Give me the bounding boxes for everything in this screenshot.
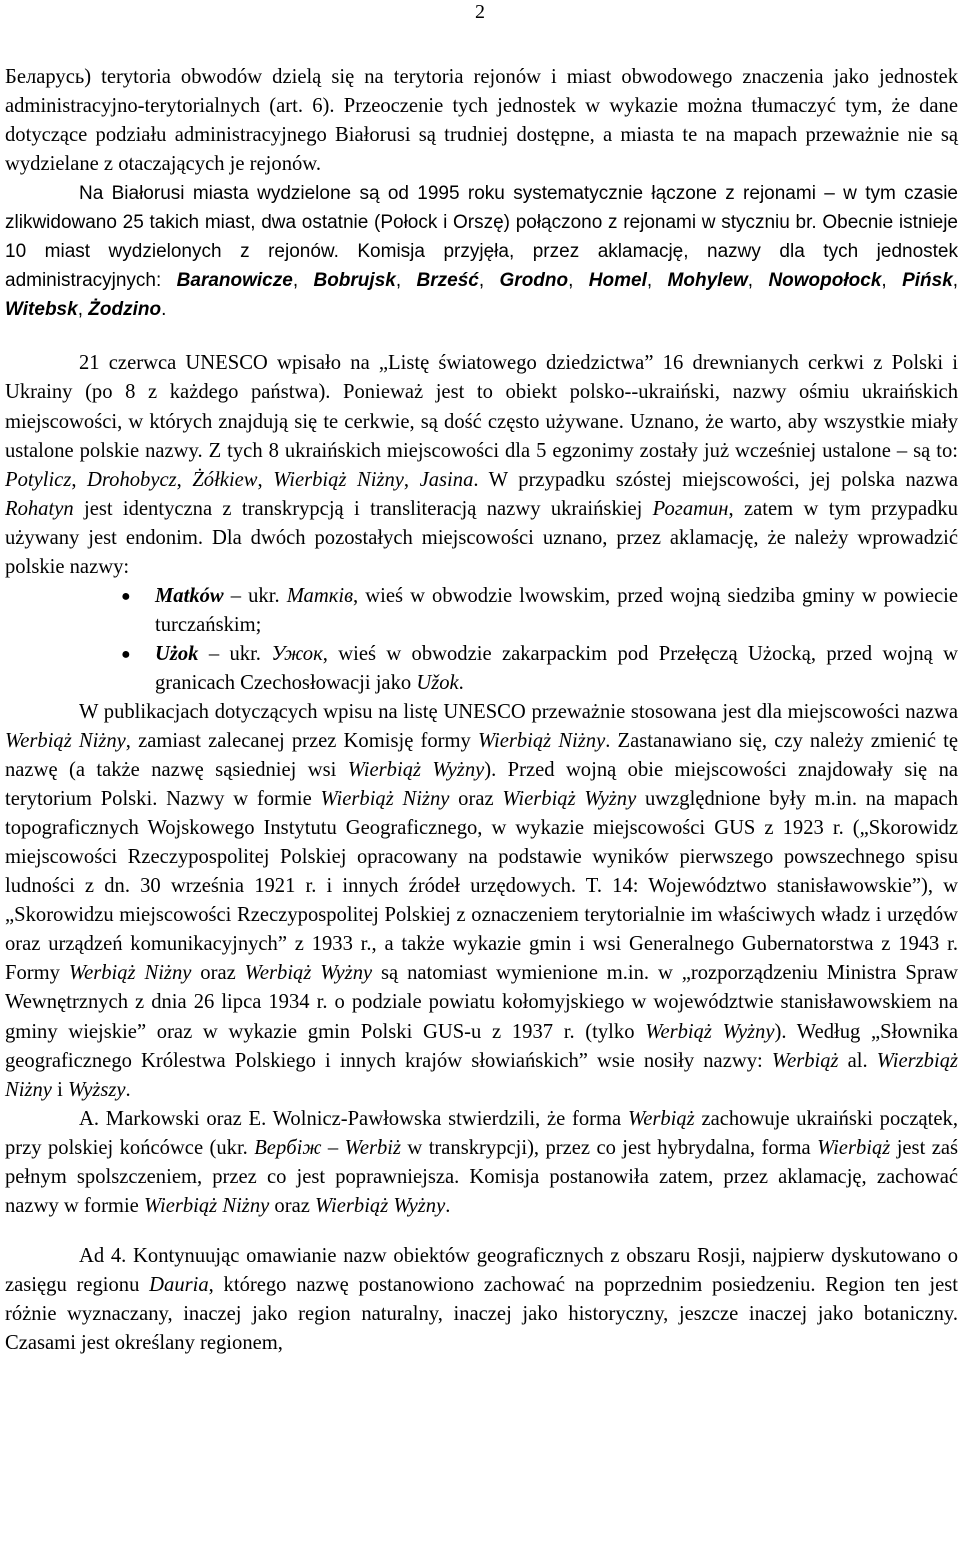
- text-run: ,: [403, 468, 420, 491]
- text-run: . W przypadku szóstej miejscowości, jej polska nazwa: [473, 468, 959, 491]
- text-run: i: [51, 1078, 68, 1101]
- city-name: Homel: [588, 270, 647, 292]
- city-name: Pińsk: [902, 270, 953, 292]
- text-run: ,: [395, 270, 417, 292]
- text-run: ,: [77, 299, 89, 321]
- text-run: .: [125, 1078, 131, 1101]
- place-name: Wierbiąż Wyżny: [347, 759, 485, 782]
- text-run: – ukr.: [198, 642, 272, 665]
- place-name: Wierbiąż Niżny: [477, 730, 606, 753]
- place-name: Рогатин: [652, 497, 729, 520]
- text-run: , którego nazwę postanowiono zachować na poprzednim posiedzeniu. Region ten jest różnie wyznaczany, inaczej jako region naturalny, inaczej jako historyczny, jeszcze inaczej jako botaniczny. Czasami jest określany regionem,: [5, 1273, 958, 1354]
- paragraph-markowski: [5, 1105, 958, 1221]
- text-run: zachowuje ukraiński początek, przy polskiej końcówce (ukr.: [5, 1107, 958, 1159]
- text-run: ,: [747, 270, 769, 292]
- place-name: Drohobycz: [87, 468, 177, 491]
- text-run: ,: [646, 270, 668, 292]
- text-run: Na Białorusi miasta wydzielone są od 1995 roku systematycznie łączone z rejonami – w tym czasie zlikwidowano 25 takich miast, dwa ostatnie (Połock i Orszę) połączono z rejonami w styczniu br. Obecnie istnieje 10 miast wydzielonych z rejonów. Komisja przyjęła, przez aklamację, nazwy dla tych jednostek administracyjnych:: [5, 183, 958, 292]
- place-name: Rohatyn: [5, 497, 74, 520]
- text-run: ,: [176, 468, 193, 491]
- place-name: Werbiąż Wyżny: [244, 962, 373, 985]
- text-run: .: [161, 299, 167, 321]
- paragraph-ad4: [5, 1242, 958, 1358]
- place-name: Wierbiąż Wyżny: [502, 788, 637, 811]
- text-run: , wieś w obwodzie lwowskim, przed wojną siedziba gminy w powiecie turczańskim;: [155, 584, 958, 636]
- text-run: ,: [292, 270, 314, 292]
- text-run: A. Markowski oraz E. Wolnicz-Pawłowska stwierdzili, że forma: [79, 1107, 628, 1130]
- city-name: Brześć: [416, 270, 479, 292]
- text-run: Ad 4. Kontynuując omawianie nazw obiektów geograficznych z obszaru Rosji, najpierw dyskutowano o zasięgu regionu: [5, 1244, 958, 1296]
- text-run: uwzględnione były m.in. na mapach topograficznych Wojskowego Instytutu Geograficznego, w wykazie miejscowości GUS z 1923 r. („Skorowidz miejscowości Rzeczypospolitej Polskiej opracowany na podstawie wyników pierwszego powszechnego spisu ludności z dn. 30 września 1921 r. i innych źródeł urzędowych. T. 14: Województwo stanisławowskie”), w „Skorowidzu miejscowości Rzeczypospolitej Polskiej z oznaczeniem terytorialnie im właściwych władz i urzędów oraz urządzeń komunikacyjnych” z 1933 r., a także wykazie gmin i wsi Generalnego Gubernatorstwa z 1943 r. Formy: [5, 788, 958, 985]
- place-name: Wierbiąż Wyżny: [315, 1194, 446, 1217]
- text-run: ). Według „Słownika geograficznego Królestwa Polskiego i innych krajów słowiańskich” wsie nosiły nazwy:: [5, 1020, 958, 1072]
- text-run: – ukr.: [223, 584, 287, 607]
- bullet-list: [5, 582, 958, 698]
- place-name: Żółkiew: [192, 468, 258, 491]
- bullet-icon: ●: [121, 645, 131, 663]
- text-run: w transkrypcji), przez co jest hybrydalna, forma: [401, 1136, 818, 1159]
- place-name: Jasina: [419, 468, 474, 491]
- city-name: Mohylew: [667, 270, 748, 292]
- text-run: , zatem w tym przypadku używany jest endonim. Dla dwóch pozostałych miejscowości uznano, przez aklamację, że należy wprowadzić polskie nazwy:: [5, 497, 958, 578]
- text-run: , wieś w obwodzie zakarpackim pod Przełęczą Użocką, przed wojną w granicach Czechosłowacji jako: [155, 642, 958, 694]
- text-run: oraz: [269, 1194, 315, 1217]
- text-run: jest zaś pełnym spolszczeniem, przez co jest poprawniejsza. Komisja postanowiła zatem, przez aklamację, zachować nazwy w formie: [5, 1136, 958, 1217]
- text-run: ,: [881, 270, 903, 292]
- place-name: Użok: [155, 642, 199, 665]
- place-name: Werbiąż: [771, 1049, 839, 1072]
- place-name: Potylicz: [5, 468, 72, 491]
- list-item: [5, 640, 958, 698]
- text-run: W publikacjach dotyczących wpisu na listę UNESCO przeważnie stosowana jest dla miejscowości nazwa: [79, 700, 958, 723]
- list-item: [5, 582, 958, 640]
- text-run: ,: [257, 468, 274, 491]
- text-run: oraz: [191, 962, 245, 985]
- paragraph-unesco: [5, 349, 958, 581]
- place-name: Wierbiąż Niżny: [143, 1194, 270, 1217]
- place-name: Вербіж – Werbiż: [254, 1136, 402, 1159]
- paragraph-werbiaz: [5, 698, 958, 1105]
- place-name: Werbiąż Wyżny: [645, 1020, 775, 1043]
- text-run: .: [458, 671, 464, 694]
- place-name: Wierbiąż: [817, 1136, 891, 1159]
- text-run: 21 czerwca UNESCO wpisało na „Listę światowego dziedzictwa” 16 drewnianych cerkwi z Polski i Ukrainy (po 8 z każdego państwa). Ponieważ jest to obiekt polsko--ukraiński, nazwy ośmiu ukraińskich miejscowości, w których znajdują się te cerkwie, są dość często używane. Uznano, że warto, aby wszystkie miały ustalone polskie nazwy. Z tych 8 ukraińskich miejscowości dla 5 egzonimy zostały już wcześniej ustalone – są to:: [5, 352, 958, 462]
- text-run: oraz: [449, 788, 503, 811]
- text-run: .: [445, 1194, 451, 1217]
- paragraph-belarus-intro: [5, 63, 958, 179]
- ukrainian-name: Ужок: [271, 642, 323, 665]
- text-run: Беларусь) terytoria obwodów dzielą się na terytoria rejonów i miast obwodowego znaczenia jako jednostek administracyjno-terytorialnych (art. 6). Przeoczenie tych jednostek w wykazie można tłumaczyć tym, że dane dotyczące podziału administracyjnego Białorusi są trudniej dostępne, a miasta te na mapach przeważnie nie są wydzielane z otaczających je rejonów.: [5, 66, 958, 176]
- city-name: Grodno: [499, 270, 569, 292]
- text-run: al.: [838, 1049, 877, 1072]
- paragraph-belarus-cities: [5, 179, 958, 324]
- text-run: , zamiast zalecanej przez Komisję formy: [125, 730, 478, 753]
- place-name: Wierbiąż Niżny: [273, 468, 404, 491]
- city-name: Bobrujsk: [313, 270, 396, 292]
- text-run: są natomiast wymienione m.in. w „rozporządzeniu Ministra Spraw Wewnętrznych z dnia 26 lipca 1934 r. o podziale powiatu kołomyjskiego w województwie stanisławowskiem na gminy wiejskie” oraz w wykazie gmin Polski GUS-u z 1937 r. (tylko: [5, 962, 958, 1043]
- text-run: . Zastanawiano się, czy należy zmienić tę nazwę (a także nazwę sąsiedniej wsi: [5, 730, 958, 782]
- place-name: Werbiąż Niżny: [68, 962, 192, 985]
- place-name: Dauria: [149, 1273, 209, 1296]
- page-number: 2: [475, 1, 485, 23]
- text-run: ,: [568, 270, 589, 292]
- place-name: Wyższy: [67, 1078, 126, 1101]
- text-run: ,: [952, 270, 959, 292]
- place-name: Werbiąż Niżny: [5, 730, 126, 753]
- document-body: [5, 63, 958, 1358]
- bullet-icon: ●: [121, 587, 131, 605]
- place-name: Matków: [155, 584, 224, 607]
- text-run: jest identyczna z transkrypcją i transliteracją nazwy ukraińskiej: [73, 497, 653, 520]
- text-run: ,: [71, 468, 88, 491]
- city-name: Żodzino: [88, 299, 162, 321]
- text-run: ,: [478, 270, 500, 292]
- place-name: Wierbiąż Niżny: [320, 788, 450, 811]
- place-name: Wierzbiąż Niżny: [5, 1049, 959, 1101]
- place-name: Užok: [416, 671, 459, 694]
- ukrainian-name: Матків: [286, 584, 354, 607]
- text-run: ). Przed wojną obie miejscowości znajdowały się na terytorium Polski. Nazwy w formie: [5, 759, 959, 811]
- city-name: Baranowicze: [176, 270, 293, 292]
- place-name: Werbiąż: [627, 1107, 695, 1130]
- city-name: Nowopołock: [768, 270, 882, 292]
- city-name: Witebsk: [5, 299, 78, 321]
